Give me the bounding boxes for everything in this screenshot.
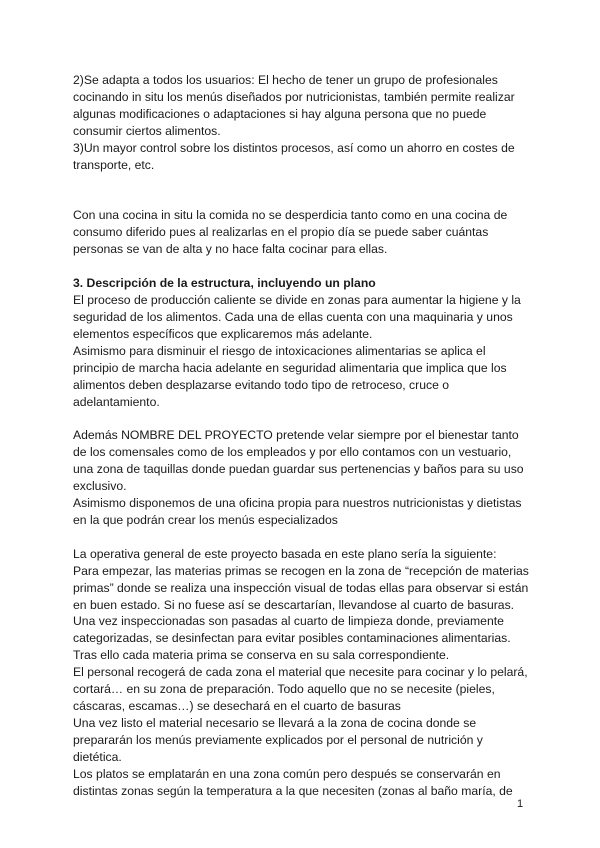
paragraph: Para empezar, las materias primas se recogen en la zona de “recepción de materias primas” donde se realiza una inspección visual de todas ellas para observar si están en buen estado. Si no fuese así se descartarían, llevandose al cuarto de basuras. [73,563,529,612]
paragraph: Además NOMBRE DEL PROYECTO pretende velar siempre por el bienestar tanto de los comensales como de los empleados y por ello contamos con un vestuario, una zona de taquillas donde puedan guardar sus pertenencias y baños para su uso exclusivo. [73,428,524,494]
paragraph: Tras ello cada materia prima se conserva en su sala correspondiente. [73,648,450,663]
paragraph: El proceso de producción caliente se divide en zonas para aumentar la higiene y la seguridad de los alimentos. Cada una de ellas cuenta con una maquinaria y unos elementos específicos que explicaremos más adelante. [73,293,521,341]
page-content [73,72,533,799]
spacer [73,258,533,275]
spacer [73,173,533,207]
paragraph: 3)Un mayor control sobre los distintos procesos, así como un ahorro en costes de transporte, etc. [73,140,515,172]
spacer [73,529,533,546]
paragraph: Una vez inspeccionadas son pasadas al cuarto de limpieza donde, previamente categorizadas, se desinfectan para evitar posibles contaminaciones alimentarias. [73,614,511,646]
paragraph: El personal recogerá de cada zona el material que necesite para cocinar y lo pelará, cortará… en su zona de preparación. Todo aquello que no se necesite (pieles, cáscaras, escamas…) se desechará en el cuarto de basuras [73,665,528,713]
paragraph: Los platos se emplatarán en una zona común pero después se conservarán en distintas zonas según la temperatura a la que necesiten (zonas al baño maría, de [73,766,513,798]
paragraph: Asimismo disponemos de una oficina propia para nuestros nutricionistas y dietistas en la que podrán crear los menús especializados [73,496,522,527]
paragraph: Asimismo para disminuir el riesgo de intoxicaciones alimentarias se aplica el principio de marcha hacia adelante en seguridad alimentaria que implica que los alimentos deben desplazarse evitando todo tipo de retroceso, cruce o adelantamiento. [73,343,507,409]
page-number: 1 [517,798,524,810]
paragraph: 2)Se adapta a todos los usuarios: El hecho de tener un grupo de profesionales cocinando in situ los menús diseñados por nutricionistas, también permite realizar algunas modificaciones o adaptaciones si hay alguna persona que no puede consumir ciertos alimentos. [73,73,515,138]
paragraph: Una vez listo el material necesario se llevará a la zona de cocina donde se prepararán los menús previamente explicados por el personal de nutrición y dietética. [73,715,483,764]
paragraph: La operativa general de este proyecto basada en este plano sería la siguiente: [73,546,497,561]
section-heading: 3. Descripción de la estructura, incluyendo un plano [73,276,376,291]
spacer [73,410,533,427]
paragraph: Con una cocina in situ la comida no se desperdicia tanto como en una cocina de consumo diferido pues al realizarlas en el propio día se puede saber cuántas personas se van de alta y no hace falta cocinar para ellas. [73,208,508,257]
